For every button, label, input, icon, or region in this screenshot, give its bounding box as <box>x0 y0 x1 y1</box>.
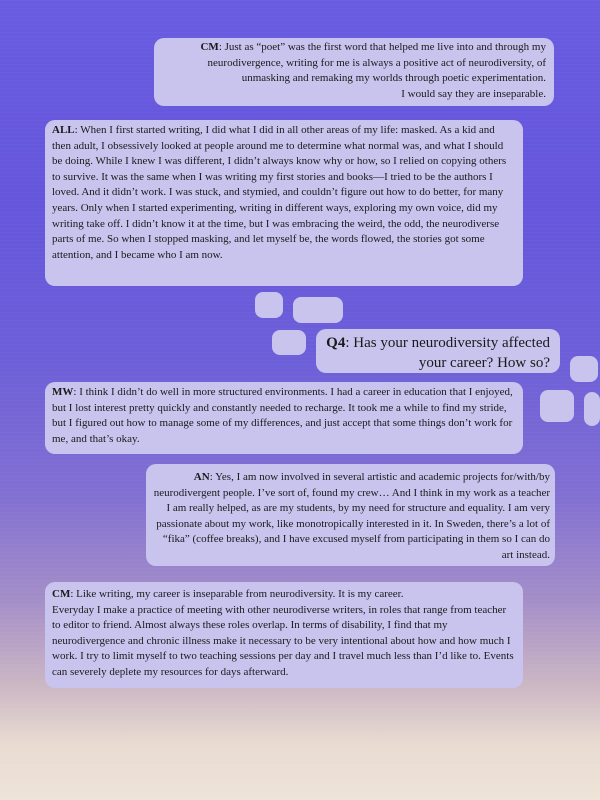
answer-bubble-all <box>45 120 523 286</box>
answer-bubble-cm-1 <box>154 38 554 106</box>
speaker-label: CM <box>52 588 71 600</box>
answer-text-last-line: I would say they are inseparable. <box>401 87 546 100</box>
decorative-bubble <box>570 356 598 382</box>
answer-text: : Like writing, my career is inseparable from neurodiversity. It is my career. <box>70 588 404 600</box>
answer-bubble-cm-2 <box>45 582 523 688</box>
question-text: : Has your neurodiversity affected <box>345 335 550 351</box>
answer-text: : When I first started writing, I did what I did in all other areas of my life: masked. As a kid and then adult, I obsessively looked at people around me to determine what normal was, and what I should be doing. While I knew I was different, I didn’t always know why or how, so I relied on copying others to survive. It was the same when I was writing my first stories and books—I tried to be the authors I loved. And it didn’t work. I was stuck, and stymied, and couldn’t figure out how to do better, for many years. Only when I started experimenting, writing in different ways, exploring my own voice, did my writing take off. I didn’t know it at the time, but I was embracing the weird, the odd, the neurodiverse parts of me. So when I stopped masking, and let myself be, the words flowed, the stories got some attention, and I became who I am now. <box>52 124 507 261</box>
answer-bubble-mw <box>45 382 523 454</box>
question-label: Q4 <box>326 335 346 351</box>
answer-text-2: Everyday I make a practice of meeting with other neurodiverse writers, in roles that range from teacher to editor to friend. Almost always these roles overlap. In terms of disability, I find that my neurodivergence and chronic illness make it necessary to be very intentional about how and how much I work. I try to limit myself to two teaching sessions per day and I travel much less than I’d like to. Events can severely deplete my resources for days afterward. <box>52 603 514 678</box>
decorative-bubble <box>584 392 600 426</box>
answer-bubble-an <box>146 464 555 566</box>
decorative-bubble <box>272 330 306 355</box>
answer-text: : Just as “poet” was the first word that helped me live into and through my neurodivergence, writing for me is always a positive act of neurodiversity, of unmasking and remaking my worlds through poetic experimentation. <box>207 41 546 85</box>
answer-text: : I think I didn’t do well in more structured environments. I had a career in education that I enjoyed, but I lost interest pretty quickly and constantly needed to recharge. It took me a while to find my stride, but I figured out how to manage some of my differences, and just accept that some things don’t work for me, and that’s okay. <box>52 386 513 445</box>
speaker-label: CM <box>200 41 219 53</box>
speaker-label: ALL <box>52 124 75 136</box>
decorative-bubble <box>255 292 283 318</box>
decorative-bubble <box>293 297 343 323</box>
answer-text: : Yes, I am now involved in several artistic and academic projects for/with/by neurodivergent people. I’ve sort of, found my crew… And I think in my work as a teacher I am really helped, as are my students, by my need for structure and equality. I am very passionate about my work, like monotropically interested in it. In Sweden, there’s a lot of “fika” (coffee breaks), and I have excused myself from participating in them so I can do art instead. <box>153 471 550 561</box>
speaker-label: AN <box>193 471 210 483</box>
speaker-label: MW <box>52 386 74 398</box>
question-bubble-q4 <box>316 329 560 373</box>
decorative-bubble <box>540 390 574 422</box>
question-text-line2: your career? How so? <box>418 355 550 371</box>
